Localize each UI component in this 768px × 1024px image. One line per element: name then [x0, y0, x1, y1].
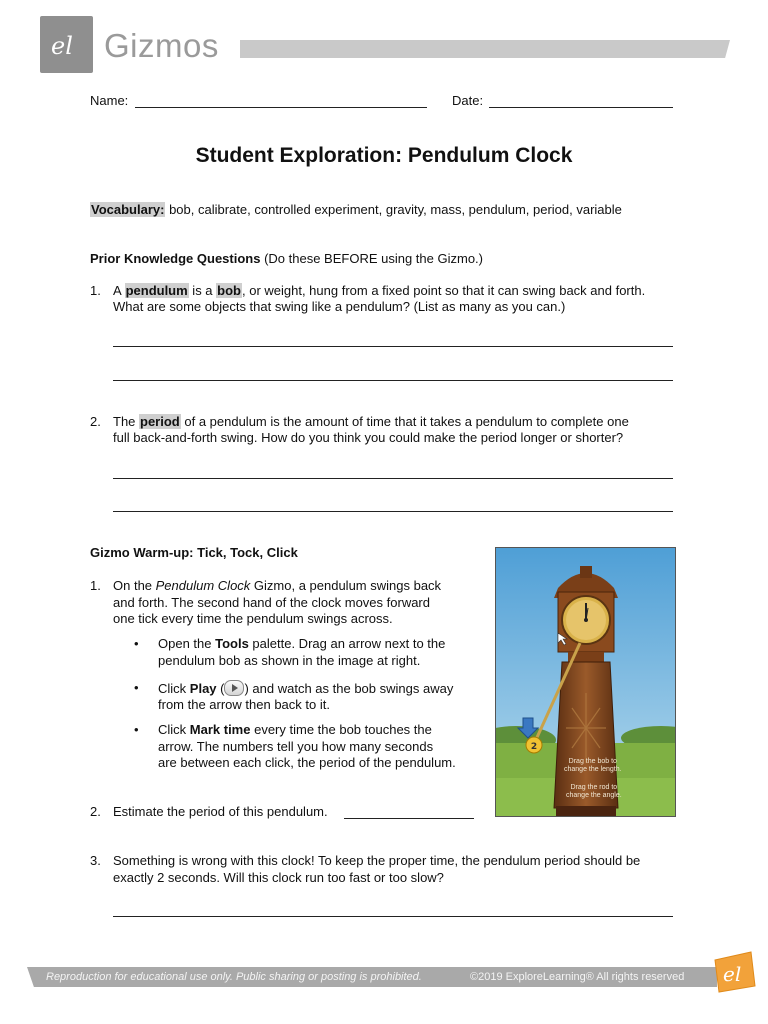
header-bar [240, 40, 730, 58]
svg-text:el: el [51, 32, 73, 60]
vocabulary-line [90, 202, 622, 218]
warmup-q3-line-1: Something is wrong with this clock! To keep the proper time, the pendulum period should be [113, 853, 641, 868]
question-number: 3. [90, 853, 101, 868]
bullet-icon: • [134, 636, 139, 651]
page-title: Student Exploration: Pendulum Clock [195, 144, 573, 167]
explorelearning-logo [711, 950, 757, 994]
question-1-line-1: A pendulum is a bob, or weight, hung from a fixed point so that it can swing back and forth. [113, 283, 646, 298]
bullet-3-line-3: are between each click, the period of the pendulum. [158, 755, 456, 770]
bullet-3-line-2: arrow. The numbers tell you how many seconds [158, 739, 434, 754]
el-logo-icon [711, 950, 757, 994]
footer-disclaimer: Reproduction for educational use only. Public sharing or posting is prohibited. [46, 971, 422, 983]
name-field[interactable] [135, 107, 427, 108]
brand-name: Gizmos [104, 27, 219, 64]
answer-line[interactable] [113, 346, 673, 347]
warmup-q3-line-2: exactly 2 seconds. Will this clock run too fast or too slow? [113, 870, 444, 885]
pendulum-clock-image [495, 547, 676, 817]
play-icon [224, 680, 244, 696]
answer-line[interactable] [344, 818, 474, 819]
name-label: Name: [90, 93, 129, 108]
answer-line[interactable] [113, 478, 673, 479]
warmup-q1-line-1: On the Pendulum Clock Gizmo, a pendulum swings back [113, 578, 442, 593]
prior-knowledge-heading: Prior Knowledge Questions (Do these BEFORE using the Gizmo.) [90, 251, 483, 266]
rod-instruction: Drag the rod to change the angle. [566, 784, 622, 799]
el-logo-icon [49, 29, 85, 61]
question-1-line-2: What are some objects that swing like a pendulum? (List as many as you can.) [113, 299, 566, 314]
svg-text:2: 2 [530, 742, 538, 752]
question-2-line-1: The period of a pendulum is the amount of time that it takes a pendulum to complete one [113, 414, 629, 429]
svg-text:el: el [723, 962, 742, 986]
bob-instruction: Drag the bob to change the length. [564, 758, 622, 773]
question-number: 2. [90, 804, 101, 819]
footer-copyright: ©2019 ExploreLearning® All rights reserved [470, 971, 685, 983]
answer-line[interactable] [113, 511, 673, 512]
question-number: 1. [90, 578, 101, 593]
answer-line[interactable] [113, 380, 673, 381]
bullet-icon: • [134, 722, 139, 737]
warmup-q2-text: Estimate the period of this pendulum. [113, 804, 328, 819]
bullet-3-line-1: Click Mark time every time the bob touches the [158, 722, 432, 737]
bullet-2-line-1: Click Play ( ) and watch as the bob swings away [158, 681, 454, 696]
warmup-q1-line-2: and forth. The second hand of the clock moves forward [113, 595, 430, 610]
vocabulary-terms: bob, calibrate, controlled experiment, gravity, mass, pendulum, period, variable [165, 202, 622, 217]
question-number: 1. [90, 283, 101, 298]
question-number: 2. [90, 414, 101, 429]
bullet-1-line-2: pendulum bob as shown in the image at right. [158, 653, 421, 668]
date-label: Date: [452, 93, 484, 108]
bullet-1-line-1: Open the Tools palette. Drag an arrow next to the [158, 636, 446, 651]
gizmos-logo [40, 16, 93, 73]
clock-illustration [496, 548, 676, 817]
warmup-q1-line-3: one tick every time the pendulum swings across. [113, 611, 393, 626]
vocabulary-label: Vocabulary: [91, 202, 165, 217]
bullet-2-line-2: from the arrow then back to it. [158, 697, 330, 712]
answer-line[interactable] [113, 916, 673, 917]
date-field[interactable] [489, 107, 673, 108]
bullet-icon: • [134, 680, 139, 695]
warmup-heading: Gizmo Warm-up: Tick, Tock, Click [90, 545, 298, 560]
question-2-line-2: full back-and-forth swing. How do you think you could make the period longer or shorter? [113, 430, 624, 445]
